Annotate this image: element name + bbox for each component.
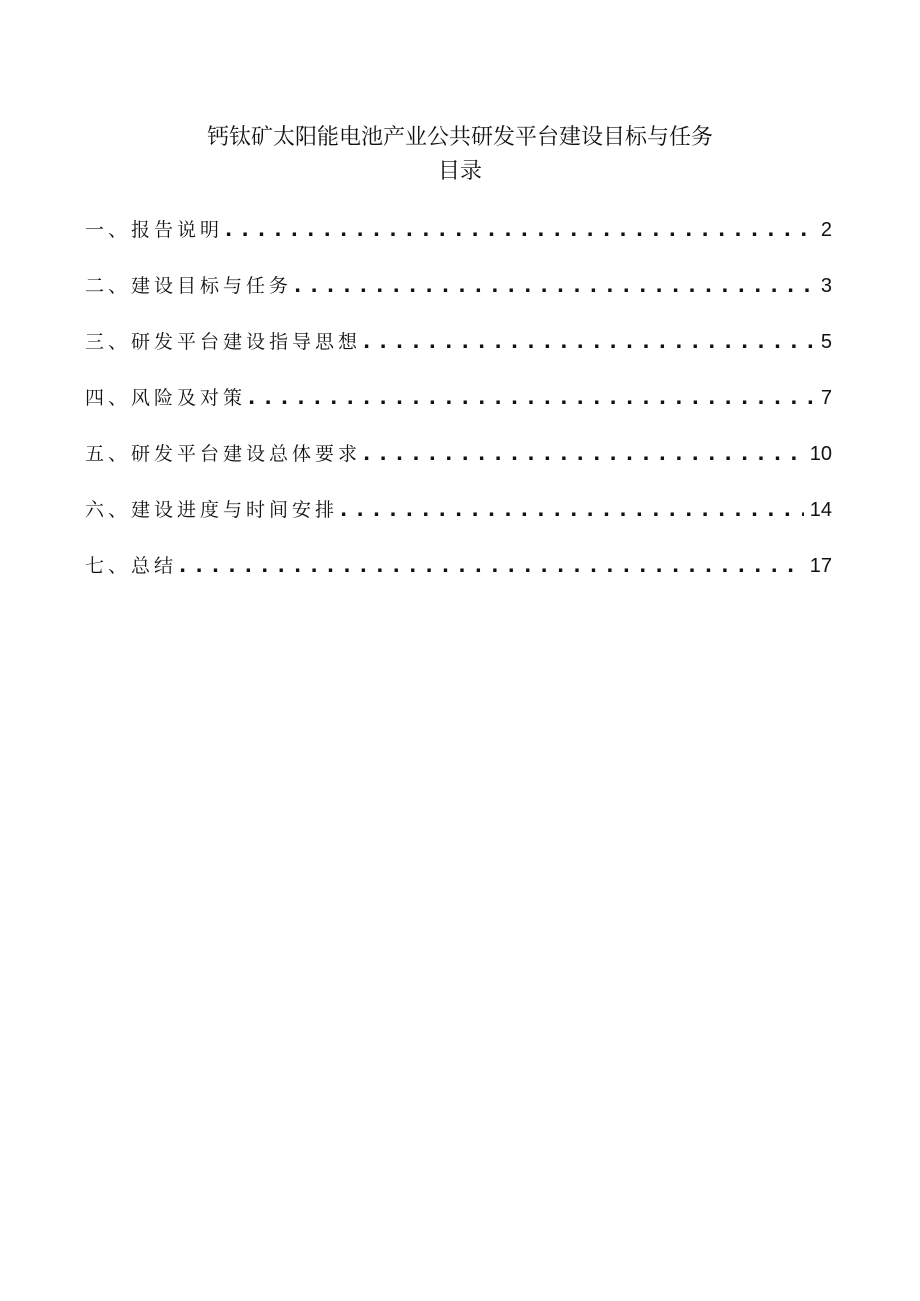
toc-page-number: 2: [820, 219, 832, 241]
toc-dot-leader: [225, 212, 815, 248]
toc-entry[interactable]: [85, 380, 832, 436]
toc-page-number: 5: [820, 331, 832, 353]
toc-entry-label: 六、建设进度与时间安排: [85, 499, 339, 521]
toc-entry[interactable]: [85, 436, 832, 492]
toc-page-number: 10: [809, 443, 832, 465]
toc-page-number: 14: [809, 499, 832, 521]
toc-page-number: 3: [820, 275, 832, 297]
toc-dot-leader: [363, 436, 804, 472]
toc-dot-leader: [363, 324, 815, 360]
toc-entry-label: 七、总结: [85, 555, 178, 577]
toc-page-number: 7: [820, 387, 832, 409]
toc-page-number: 17: [809, 555, 832, 577]
toc-heading: 目录: [437, 159, 482, 184]
toc-entry-label: 四、风险及对策: [85, 387, 247, 409]
toc-entry-label: 一、报告说明: [85, 219, 224, 241]
toc-entry[interactable]: [85, 548, 832, 604]
toc-dot-leader: [179, 548, 804, 584]
toc-entry[interactable]: [85, 324, 832, 380]
toc-dot-leader: [340, 492, 804, 528]
document-title: 钙钛矿太阳能电池产业公共研发平台建设目标与任务: [206, 125, 713, 150]
toc-entry[interactable]: [85, 212, 832, 268]
table-of-contents: [85, 212, 832, 604]
toc-entry[interactable]: [85, 492, 832, 548]
toc-entry-label: 三、研发平台建设指导思想: [85, 331, 362, 353]
toc-entry-label: 二、建设目标与任务: [85, 275, 293, 297]
toc-dot-leader: [294, 268, 815, 304]
toc-entry-label: 五、研发平台建设总体要求: [85, 443, 362, 465]
toc-entry[interactable]: [85, 268, 832, 324]
toc-dot-leader: [248, 380, 815, 416]
